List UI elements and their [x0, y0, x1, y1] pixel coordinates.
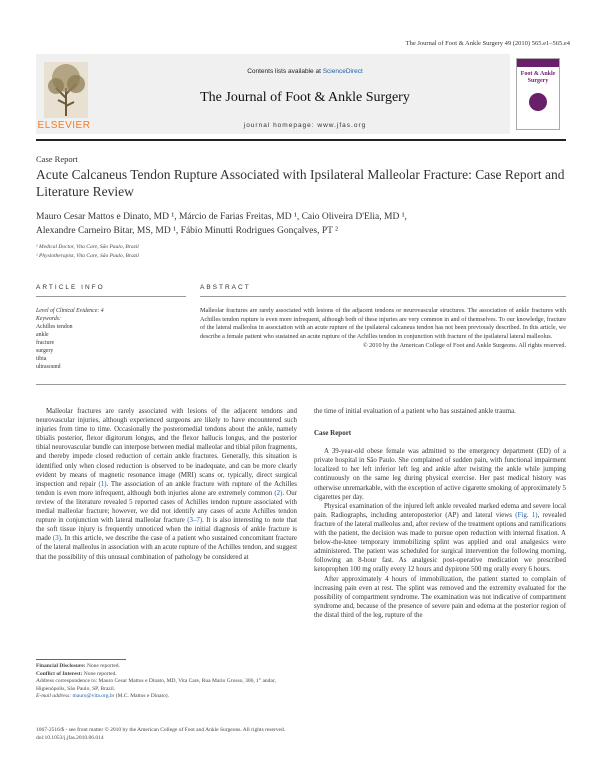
- reference-link[interactable]: (1): [98, 480, 107, 488]
- correspondence-address: Address correspondence to: Mauro Cesar Mattos e Dinato, MD, Vita Care, Rua Mario Grosso, 306, 1° andar, Higienópolis, São Paulo, SP, Brazil.: [36, 678, 276, 692]
- case-paragraph-3: After approximately 4 hours of immobilization, the patient started to complain of increasing pain even at rest. The splint was removed and the extremity evaluated for the possibility of compartment syndrome. The examination was not indicative of compartment syndrome and, because of the presence of severe pain and edema at the posterior region of the distal third of the leg, rupture of the: [314, 575, 566, 619]
- intro-paragraph: Malleolar fractures are rarely associated with lesions of the adjacent tendons and neurovascular injuries, although experienced surgeons are likely to have encountered such injuries from time to time. Occasionally the posteromedial tendons about the ankle, namely tibialis posterior, flexor digitorum longus, and the flexor hallucis longus, and the posterior tibial neurovascular bundle can interpose between medial malleolar and tibial pilon fragments, and thereby impede closed reduction of certain ankle fractures. Generally, this situation is identified only when closed reduction is observed to be inadequate, and can be more clearly evident by means of magnetic resonance image (MRI) scans or, typically, direct surgical inspection and repair (1). The association of an ankle fracture with rupture of the Achilles tendon is even more infrequent, although both injuries alone are extremely common (2). Our review of the literature revealed 5 reported cases of Achilles tendon rupture associated with medial malleolar fracture; however, we did not identify any cases of acute Achilles tendon rupture in conjunction with lateral malleolar fracture (3–7). It is also interesting to note that the soft tissue injury is frequently unnoticed when the initial diagnosis of ankle fracture is made (3). In this article, we describe the case of a patient who sustained concomitant fracture of the lateral malleolus in association with an acute rupture of the Achilles tendon, and suggest that the possibility of this unusual combination of pathology be considered at: [36, 408, 298, 561]
- publisher-name: ELSEVIER: [37, 120, 91, 131]
- journal-homepage[interactable]: journal homepage: www.jfas.org: [243, 122, 367, 129]
- article-info-panel: [36, 307, 166, 371]
- continued-paragraph: the time of initial evaluation of a patient who has sustained ankle trauma.: [314, 408, 516, 415]
- journal-citation: The Journal of Foot & Ankle Surgery 49 (2010) 565.e1–565.e4: [405, 40, 570, 47]
- issn-line: 1067-2516/$ - see front matter © 2010 by the American College of Foot and Ankle Surgeons. All rights reserved.: [36, 727, 286, 733]
- doi-line[interactable]: doi:10.1053/j.jfas.2010.06.014: [36, 734, 104, 741]
- authors-line-2: Alexandre Carneiro Bitar, MS, MD ¹, Fábio Minutti Rodrigues Gonçalves, PT ²: [36, 226, 338, 236]
- abstract-body: [200, 307, 566, 351]
- case-paragraph-2: Physical examination of the injured left ankle revealed marked edema and severe local pain. Radiographs, including anteroposterior (AP) and lateral views (Fig. 1), revealed fracture of the lateral malleolus and, after review of the treatment options and ramifications with the patient, the decision was made to pursue open reduction with internal fixation. A below-the-knee temporary immobilizing splint was applied and oral analgesics were administered. The patient was scheduled for surgical intervention the following morning, following an 8-hour fast. As analgesic post-operative medication we prescribed ketoprophen 100 mg orally every 12 hours and dypirone 500 mg orally every 6 hours.: [314, 502, 566, 574]
- affiliation-1: ¹ Medical Doctor, Vita Care, São Paulo, Brazil: [36, 244, 139, 250]
- keyword: ultrasound: [36, 364, 61, 370]
- keywords-label: Keywords:: [36, 316, 61, 322]
- conflict-of-interest: Conflict of Interest: None reported.: [36, 670, 117, 677]
- header-rule: [36, 139, 566, 141]
- contents-availability: [100, 68, 510, 75]
- body-left-column: [36, 407, 297, 562]
- sciencedirect-link[interactable]: ScienceDirect: [322, 68, 363, 75]
- abstract-rule: [200, 296, 566, 297]
- front-matter-info: [36, 727, 436, 742]
- author-list: [36, 210, 566, 238]
- cover-bar: [517, 59, 559, 67]
- authors-line-1: Mauro Cesar Mattos e Dinato, MD ¹, Márcio de Farias Freitas, MD ¹, Caio Oliveira D'Elia, MD ¹,: [36, 212, 407, 222]
- case-paragraph-1: A 39-year-old obese female was admitted to the emergency department (ED) of a private hospital in São Paulo. She complained of sudden pain, with functional impairment localized to her left inferior left leg and ankle after twisting the ankle while jumping continuously on the same leg during physical exercise. Her past medical history was otherwise unremarkable, with the exception of active cigarette smoking of approximately 5 cigarettes per day.: [314, 448, 566, 501]
- email-line: E-mail address: mauro@vita.org.br (M.C. Mattos e Dinato).: [36, 693, 169, 699]
- case-report-heading: Case Report: [314, 429, 352, 438]
- reference-link[interactable]: (3–7): [187, 517, 203, 525]
- abstract-bottom-rule: [36, 384, 566, 385]
- journal-cover-thumbnail: [516, 58, 560, 130]
- keyword: Achilles tendon: [36, 324, 73, 330]
- footnotes: [36, 663, 306, 701]
- article-title: Acute Calcaneus Tendon Rupture Associated with Ipsilateral Malleolar Fracture: Case Report and Literature Review: [36, 167, 565, 199]
- article-info-heading: ARTICLE INFO: [36, 284, 105, 291]
- keyword: tibia: [36, 356, 47, 362]
- reference-link[interactable]: (2): [274, 489, 283, 497]
- footnote-rule: [36, 659, 126, 660]
- cover-emblem: [529, 93, 547, 111]
- cover-title: Foot & Ankle Surgery: [520, 71, 556, 84]
- figure-link[interactable]: (Fig. 1): [515, 511, 538, 519]
- contents-prefix: Contents lists available at: [247, 68, 323, 75]
- article-type: Case Report: [36, 154, 78, 164]
- evidence-level: Level of Clinical Evidence: 4: [36, 308, 104, 314]
- reference-link[interactable]: (3): [52, 535, 61, 543]
- abstract-copyright: © 2010 by the American College of Foot and Ankle Surgeons. All rights reserved.: [362, 341, 566, 349]
- body-right-column: [314, 407, 566, 620]
- journal-name: The Journal of Foot & Ankle Surgery: [200, 90, 410, 105]
- affiliation-2: ² Physiotherapist, Vita Care, São Paulo, Brazil: [36, 253, 139, 259]
- email-link[interactable]: mauro@vita.org.br: [72, 693, 115, 699]
- financial-disclosure: Financial Disclosure: None reported.: [36, 663, 120, 669]
- abstract-heading: ABSTRACT: [200, 284, 251, 291]
- info-rule: [36, 296, 186, 297]
- keyword: ankle: [36, 332, 49, 338]
- keyword: fracture: [36, 340, 55, 346]
- keyword: surgery: [36, 348, 54, 354]
- abstract-text: Malleolar fractures are rarely associated with lesions of the adjacent tendons or neurovascular structures. The association of ankle fractures with Achilles tendon rupture is even more infrequent, although both of these injuries are very common in and of themselves. To our knowledge, fracture of the lateral malleolus in association with an acute rupture of the ipsilateral calcaneus tendon has not been previously described. In this article, we describe a female patient who sustained an acute rupture of the Achilles tendon in conjunction with fracture of the ipsilateral lateral malleolus.: [200, 307, 566, 341]
